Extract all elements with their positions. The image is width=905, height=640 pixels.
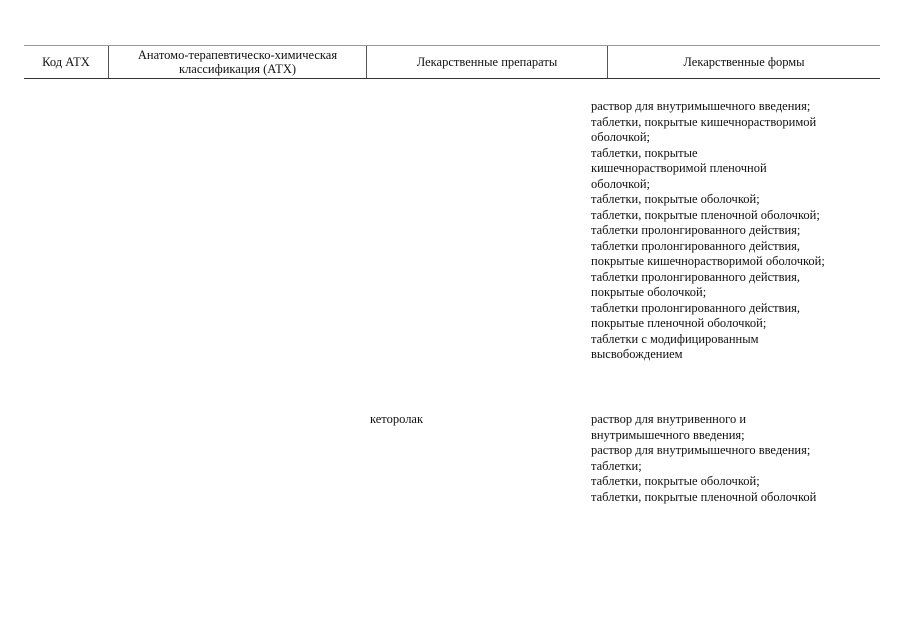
dosage-form-item: раствор для внутримышечного введения; (591, 443, 811, 457)
dosage-form-item: раствор для внутримышечного введения; (591, 99, 811, 113)
dosage-form-item: таблетки, покрытые пленочной оболочкой (591, 489, 817, 504)
dosage-form-item: оболочкой; (591, 130, 650, 144)
dosage-forms-list-ketorolac (591, 412, 881, 505)
table-header (24, 45, 880, 79)
dosage-form-item: покрытые оболочкой; (591, 285, 707, 299)
dosage-form-item: покрытые пленочной оболочкой; (591, 316, 767, 330)
dosage-form-item: раствор для внутривенного и (591, 412, 747, 426)
dosage-form-item: оболочкой; (591, 176, 650, 191)
dosage-forms-list (591, 99, 881, 363)
dosage-form-item: таблетки, покрытые оболочкой; (591, 474, 760, 488)
header-atc-code (24, 46, 108, 78)
dosage-form-item: таблетки, покрытые кишечнорастворимой (591, 114, 817, 129)
drug-name: кеторолак (370, 412, 424, 426)
header-drugs-label: Лекарственные препараты (416, 55, 558, 69)
dosage-form-item: таблетки пролонгированного действия, (591, 300, 801, 315)
header-atc-code-label: Код АТХ (42, 55, 90, 69)
header-dosage-forms-label: Лекарственные формы (683, 55, 805, 69)
dosage-form-item: покрытые кишечнорастворимой оболочкой; (591, 254, 825, 268)
dosage-form-item: таблетки пролонгированного действия, (591, 238, 801, 253)
header-classification-line-1: Анатомо-терапевтическо-химическая (137, 48, 338, 62)
header-dosage-forms (607, 46, 880, 78)
dosage-form-item: таблетки, покрытые оболочкой; (591, 192, 760, 206)
header-drugs (366, 46, 607, 78)
dosage-form-item: таблетки пролонгированного действия, (591, 269, 801, 284)
dosage-form-item: внутримышечного введения; (591, 427, 745, 442)
dosage-form-item: таблетки пролонгированного действия; (591, 223, 801, 237)
drug-name-ketorolac (370, 412, 423, 428)
dosage-form-item: таблетки; (591, 458, 642, 473)
header-classification-line-2: классификация (АТХ) (178, 62, 297, 76)
header-atc-classification (108, 46, 366, 78)
dosage-form-item: таблетки, покрытые пленочной оболочкой; (591, 207, 820, 222)
dosage-form-item: таблетки, покрытые (591, 145, 698, 160)
dosage-form-item: таблетки с модифицированным (591, 331, 759, 346)
dosage-form-item: кишечнорастворимой пленочной (591, 161, 767, 175)
dosage-form-item: высвобождением (591, 347, 683, 361)
